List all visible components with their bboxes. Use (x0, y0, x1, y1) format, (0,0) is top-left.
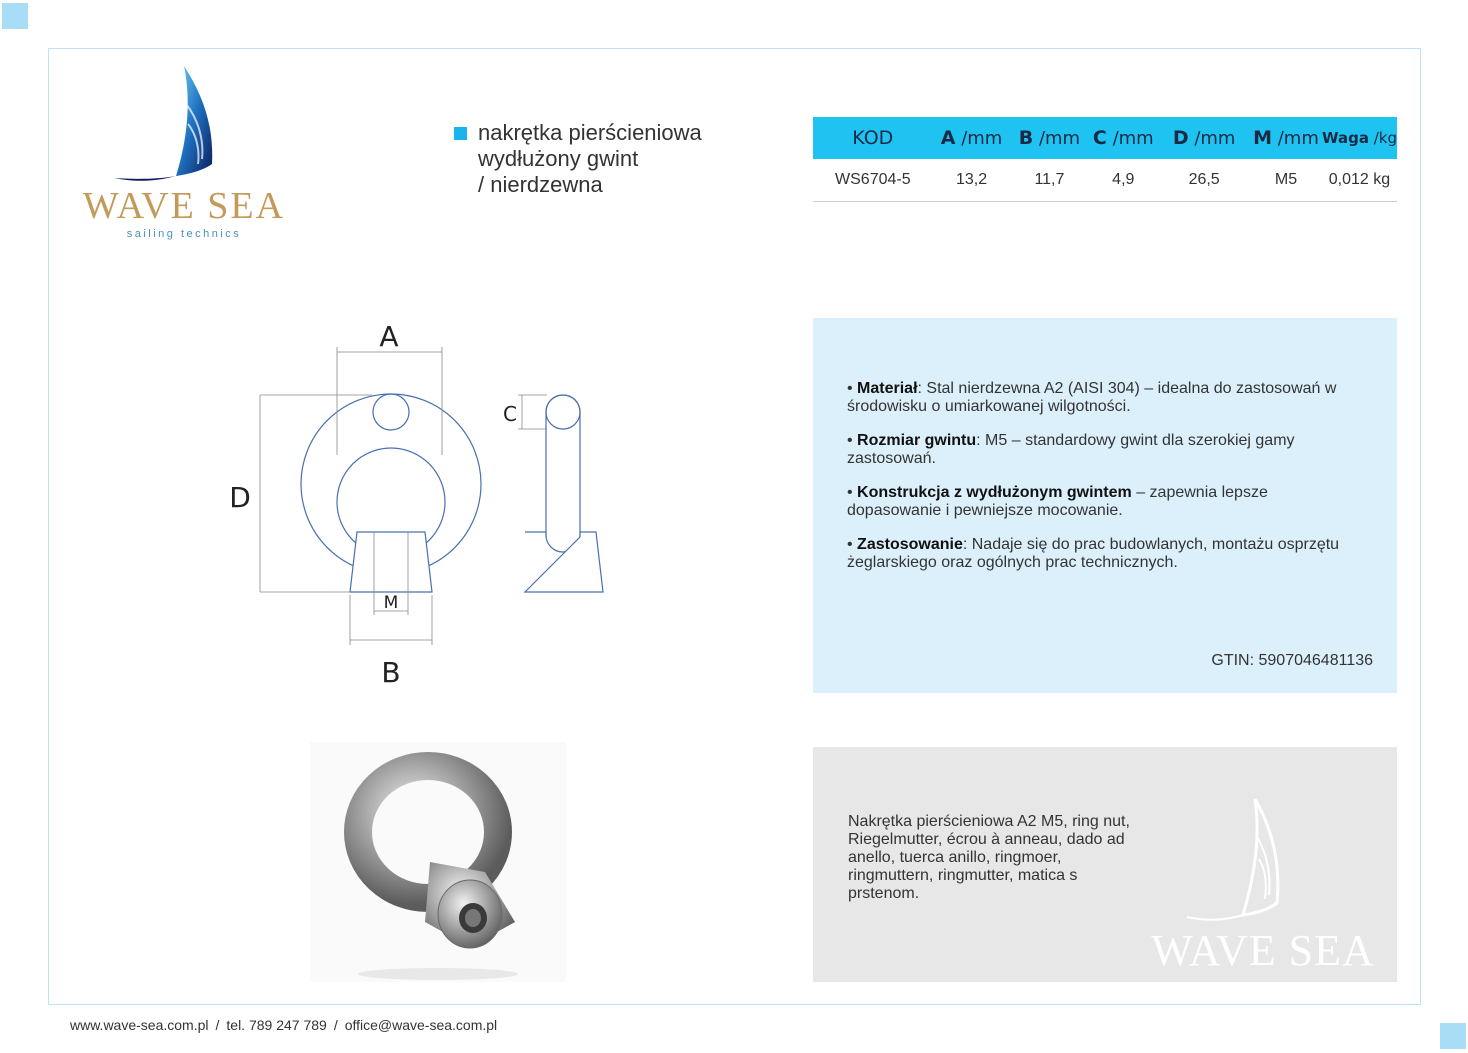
label-m: M (383, 593, 399, 613)
feature-term: Zastosowanie (857, 536, 963, 553)
title-bullet-icon (454, 127, 467, 140)
feature-text: : Nadaje się do prac budowlanych, montażu osprzętu żeglarskiego oraz ogólnych prac technicznych. (847, 536, 1340, 571)
footer-separator: / (215, 1017, 220, 1033)
feature-term: Konstrukcja z wydłużonym gwintem (857, 484, 1132, 501)
label-d: D (229, 481, 251, 514)
brand-name: WAVE SEA (82, 185, 286, 227)
header-waga: Waga /kg (1322, 117, 1397, 159)
brand-logo (74, 64, 304, 244)
watermark-sail-icon (1143, 797, 1383, 927)
header-a: A /mm (933, 117, 1011, 159)
cell-b: 11,7 (1010, 159, 1088, 201)
watermark-logo (1143, 797, 1383, 977)
list-item: • Zastosowanie: Nadaje się do prac budowlanych, montażu osprzętu żeglarskiego oraz ogólnych prac technicznych. (847, 536, 1340, 571)
sail-icon (74, 64, 304, 189)
cell-m: M5 (1250, 159, 1322, 201)
list-item: • Materiał: Stal nierdzewna A2 (AISI 304) – idealna do zastosowań w środowisku o umiarkowanej wilgotności. (847, 380, 1337, 415)
footer-phone: tel. 789 247 789 (226, 1017, 327, 1033)
title-line: wydłużony gwint (478, 146, 639, 171)
footer-separator: / (333, 1017, 338, 1033)
top-eye (373, 394, 409, 430)
corner-decoration (2, 3, 28, 29)
header-kod: KOD (813, 117, 933, 159)
product-photo (310, 742, 566, 982)
header-m: M /mm (1250, 117, 1322, 159)
feature-list (847, 380, 1357, 588)
list-item: • Konstrukcja z wydłużonym gwintem – zapewnia lepsze dopasowanie i pewniejsze mocowanie. (847, 484, 1268, 519)
feature-term: Materiał (857, 380, 918, 397)
label-b: B (381, 656, 401, 689)
cell-d: 26,5 (1158, 159, 1250, 201)
feature-text: – zapewnia lepsze dopasowanie i pewniejsze mocowanie. (847, 484, 1268, 519)
cell-waga: 0,012 kg (1322, 159, 1397, 201)
list-item: • Rozmiar gwintu: M5 – standardowy gwint dla szerokiej gamy zastosowań. (847, 432, 1295, 467)
watermark-text: WAVE SEA (1151, 926, 1375, 975)
header-b: B /mm (1010, 117, 1088, 159)
technical-drawing (222, 305, 622, 705)
footer-website[interactable]: www.wave-sea.com.pl (70, 1017, 209, 1033)
feature-term: Rozmiar gwintu (857, 432, 977, 449)
title-line: / nierdzewna (478, 172, 603, 197)
product-names: Nakrętka pierścieniowa A2 M5, ring nut, Riegelmutter, écrou à anneau, dado ad anello, tuerca anillo, ringmoer, ringmuttern, ringmutter, matica s prstenom. (848, 813, 1130, 902)
feature-text: : Stal nierdzewna A2 (AISI 304) – idealna do zastosowań w środowisku o umiarkowanej wilgotności. (847, 380, 1337, 415)
info-box (813, 318, 1397, 693)
header-d: D /mm (1158, 117, 1250, 159)
names-box (813, 747, 1397, 982)
nut-body (350, 532, 432, 592)
cell-a: 13,2 (933, 159, 1011, 201)
product-title (454, 120, 794, 198)
side-ring (546, 395, 580, 552)
spec-table (813, 117, 1397, 202)
brand-tagline: sailing technics (126, 228, 242, 240)
cell-kod: WS6704-5 (813, 159, 933, 201)
header-c: C /mm (1088, 117, 1158, 159)
corner-decoration (1440, 1023, 1466, 1049)
table-row (813, 159, 1397, 201)
footer-email[interactable]: office@wave-sea.com.pl (344, 1017, 498, 1033)
feature-text: : M5 – standardowy gwint dla szerokiej gamy zastosowań. (847, 432, 1295, 467)
gtin-code: GTIN: 5907046481136 (1211, 652, 1373, 669)
footer (70, 1017, 497, 1033)
label-a: A (379, 320, 399, 353)
cell-c: 4,9 (1088, 159, 1158, 201)
spec-table-header (813, 117, 1397, 159)
label-c: C (503, 402, 517, 426)
title-line: nakrętka pierścieniowa (478, 120, 702, 145)
